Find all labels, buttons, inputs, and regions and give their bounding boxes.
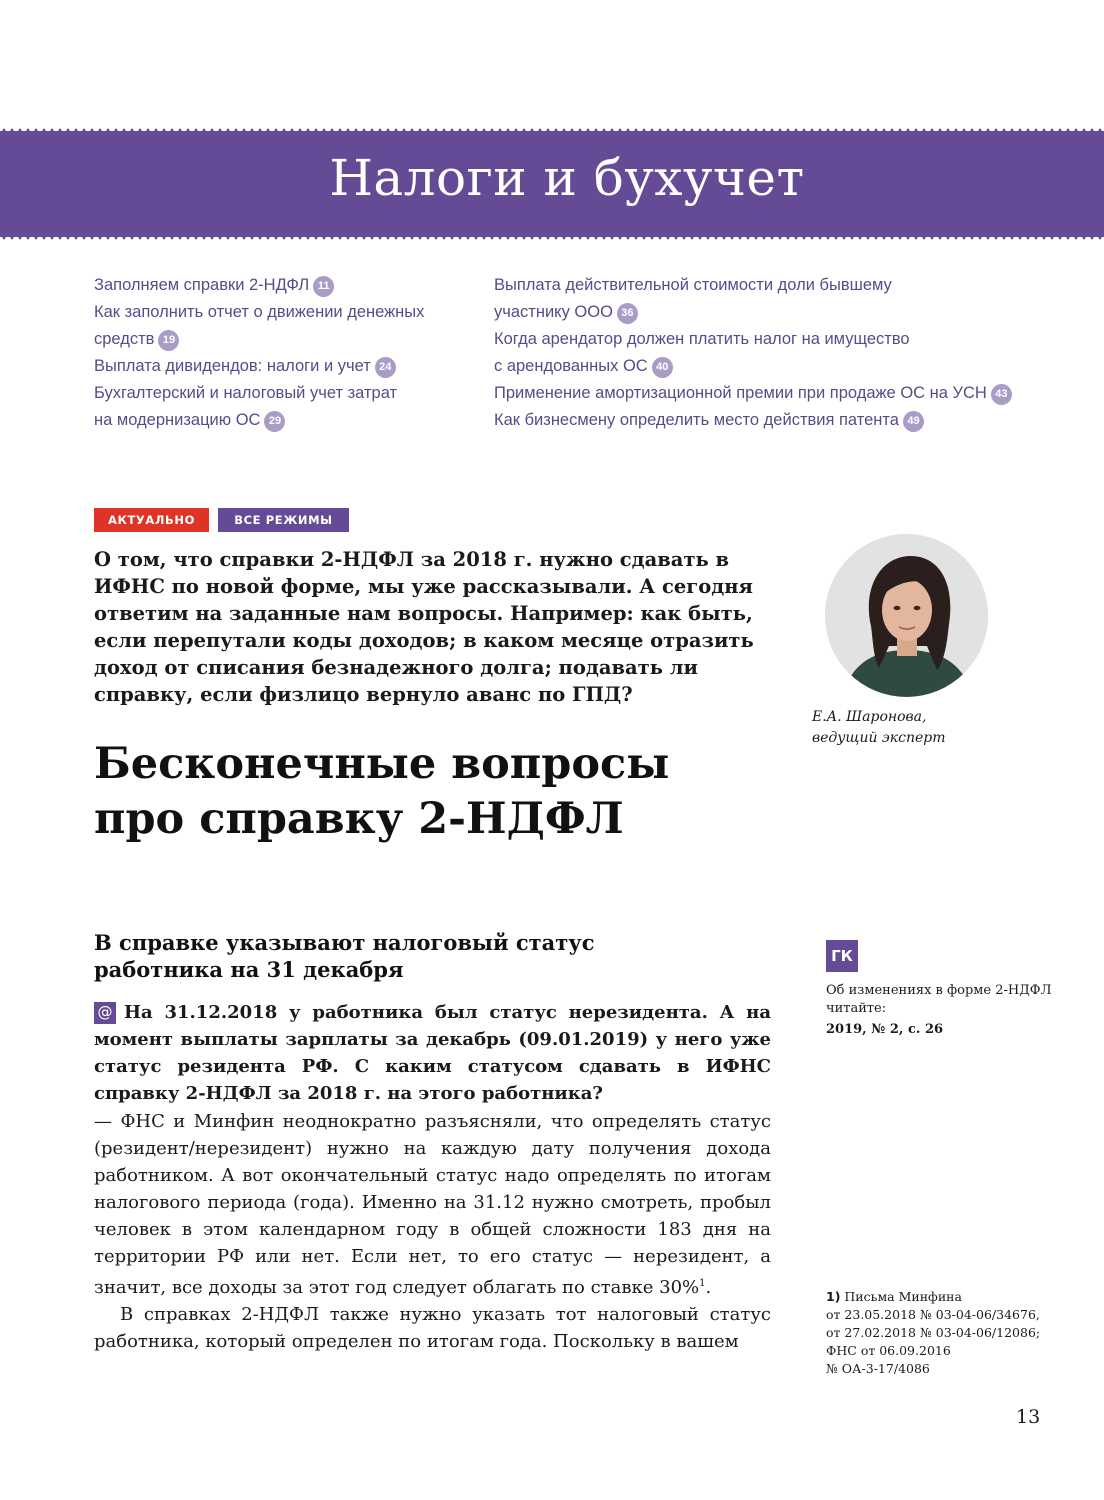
footnote-number: 1) (826, 1289, 841, 1304)
footnote-line: от 27.02.2018 № 03-04-06/12086; (826, 1325, 1041, 1340)
at-question-icon: @ (94, 1002, 116, 1024)
author-caption (812, 707, 1062, 749)
answer-block (94, 1108, 771, 1355)
toc-link[interactable]: участнику ООО 36 (494, 299, 1054, 326)
lead-paragraph: О том, что справки 2-НДФЛ за 2018 г. нужно сдавать в ИФНС по новой форме, мы уже рассказывали. А сегодня ответим на заданные нам вопросы. Например: как быть, если перепутали коды доходов; в каком месяце отразить доход от списания безнадежного долга; подавать ли справку, если физлицо вернуло аванс по ГПД? (94, 548, 754, 706)
toc-left-column (94, 272, 474, 434)
toc-link[interactable]: Бухгалтерский и налоговый учет затрат (94, 384, 398, 402)
toc-link[interactable]: Выплата дивидендов: налоги и учет 24 (94, 353, 474, 380)
toc-right-column (494, 272, 1054, 434)
toc-link[interactable]: Когда арендатор должен платить налог на имущество (494, 330, 910, 348)
side-note (826, 982, 1076, 1039)
toc-page-badge: 36 (617, 303, 638, 324)
toc-page-badge: 19 (158, 330, 179, 351)
banner-top-edge (0, 128, 1104, 134)
author-photo (825, 534, 988, 697)
toc-page-badge: 24 (375, 357, 396, 378)
gk-logo-icon: ГК (826, 940, 858, 972)
answer-paragraph: В справках 2-НДФЛ также нужно указать тот налоговый статус работника, который определен по итогам года. Поскольку в вашем (94, 1304, 771, 1352)
footnote-title: Письма Минфина (844, 1289, 962, 1304)
toc-page-badge: 49 (903, 411, 924, 432)
toc-link[interactable]: Заполняем справки 2-НДФЛ 11 (94, 272, 474, 299)
section-title: Налоги и бухучет (329, 149, 805, 207)
tag-actual: АКТУАЛЬНО (94, 508, 209, 532)
toc-link[interactable]: с арендованных ОС 40 (494, 353, 1054, 380)
toc-link[interactable]: Применение амортизационной премии при продаже ОС на УСН 43 (494, 380, 1054, 407)
toc-link[interactable]: Как заполнить отчет о движении денежных (94, 303, 425, 321)
toc-link[interactable]: Выплата действительной стоимости доли бывшему (494, 276, 892, 294)
question-block (94, 999, 771, 1107)
footnote (826, 1288, 1066, 1378)
toc-page-badge: 40 (652, 357, 673, 378)
footnote-marker[interactable]: 1 (699, 1278, 706, 1289)
author-portrait-image (825, 534, 988, 697)
tag-all-modes: ВСЕ РЕЖИМЫ (218, 508, 349, 532)
side-note-reference[interactable]: 2019, № 2, с. 26 (826, 1022, 944, 1037)
page-number: 13 (1016, 1406, 1041, 1428)
toc-link[interactable]: средств 19 (94, 326, 474, 353)
banner-bottom-edge (0, 234, 1104, 240)
toc-link[interactable]: Как бизнесмену определить место действия патента 49 (494, 407, 1054, 434)
article-subheading: В справке указывают налоговый статус работника на 31 декабря (94, 930, 595, 982)
footnote-line: ФНС от 06.09.2016 (826, 1343, 951, 1358)
author-name: Е.А. Шаронова, (812, 709, 927, 725)
toc-page-badge: 11 (313, 276, 334, 297)
toc-link[interactable]: на модернизацию ОС 29 (94, 407, 474, 434)
section-banner (0, 131, 1104, 237)
article-title: Бесконечные вопросы про справку 2-НДФЛ (94, 739, 670, 844)
footnote-line: от 23.05.2018 № 03-04-06/34676, (826, 1307, 1040, 1322)
toc-page-badge: 43 (991, 384, 1012, 405)
question-text: На 31.12.2018 у работника был статус нерезидента. А на момент выплаты зарплаты за декабрь (09.01.2019) у него уже статус резидента РФ. С каким статусом сдавать в ИФНС справку 2-НДФЛ за 2018 г. на этого работника? (94, 1002, 771, 1104)
footnote-line: № ОА-3-17/4086 (826, 1361, 930, 1376)
side-note-text: Об изменениях в форме 2-НДФЛ читайте: (826, 983, 1052, 1016)
author-role: ведущий эксперт (812, 730, 946, 746)
answer-paragraph: — ФНС и Минфин неоднократно разъясняли, что определять статус (резидент/нерезидент) нужно на каждую дату получения дохода работником. А вот окончательный статус надо определять по итогам налогового периода (года). Именно на 31.12 нужно смотреть, пробыл человек в этом календарном году в общей сложности 183 дня на территории РФ или нет. Если нет, то его статус — нерезидент, а значит, все доходы за этот год следует облагать по ставке 30%$^1$. (94, 1111, 771, 1298)
toc-page-badge: 29 (264, 411, 285, 432)
